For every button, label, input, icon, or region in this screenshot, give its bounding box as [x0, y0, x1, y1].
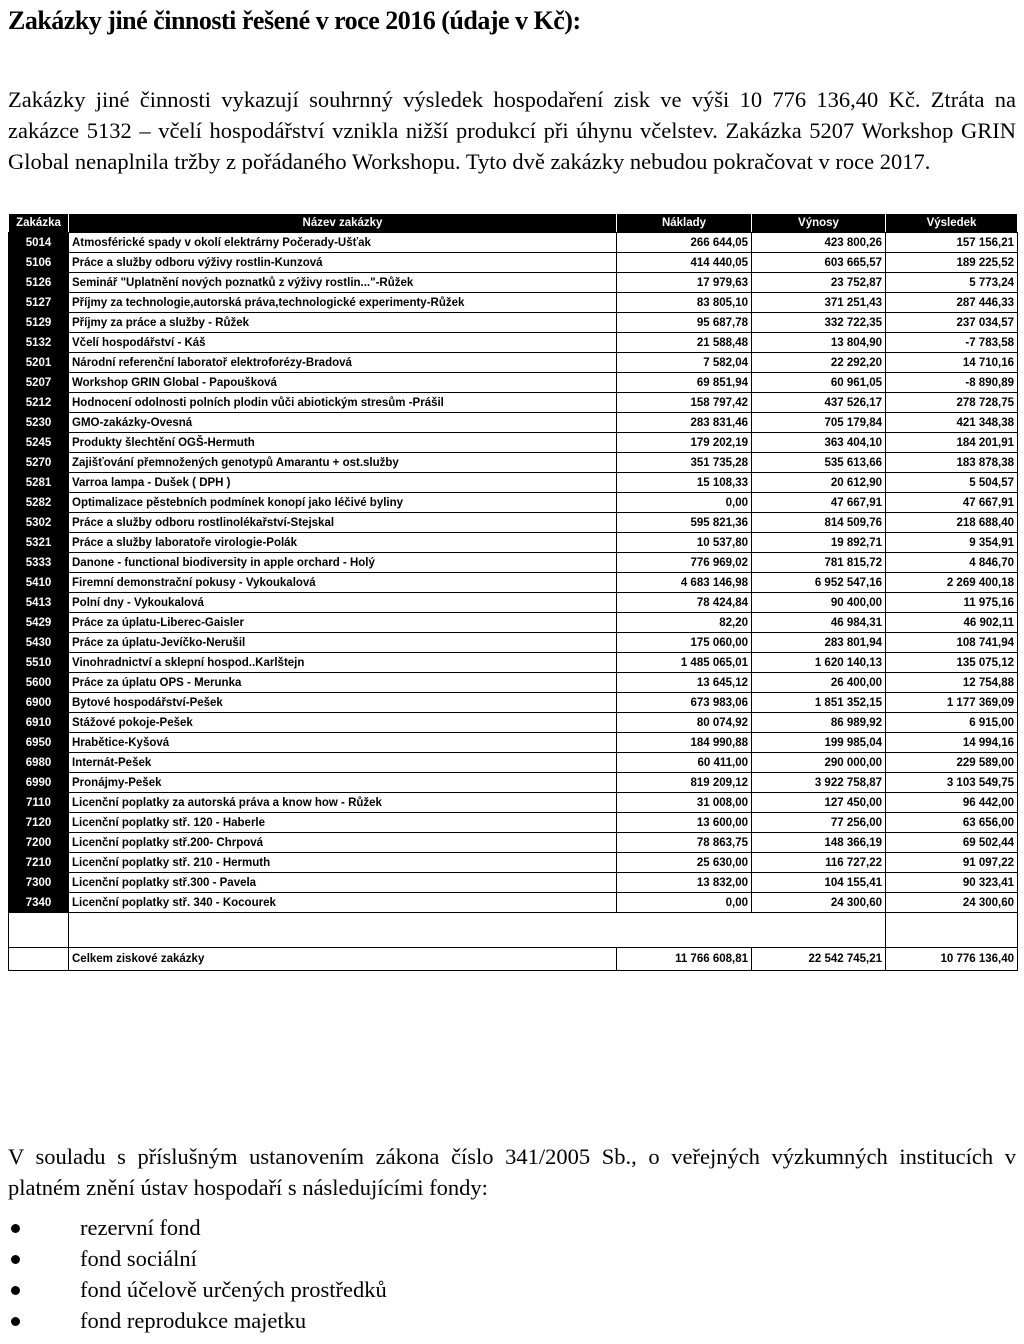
table-row — [9, 473, 1018, 493]
table-row — [9, 573, 1018, 593]
table-row — [9, 513, 1018, 533]
list-item — [8, 1305, 387, 1336]
table-row — [9, 493, 1018, 513]
revenues-cell: 86 989,92 — [752, 713, 886, 733]
list-item — [8, 1212, 387, 1243]
revenues-cell: 23 752,87 — [752, 273, 886, 293]
funds-list — [8, 1212, 387, 1336]
order-code-cell: 5201 — [9, 353, 69, 373]
result-cell: 63 656,00 — [886, 813, 1018, 833]
order-code-cell: 5129 — [9, 313, 69, 333]
result-cell: 46 902,11 — [886, 613, 1018, 633]
order-name-cell: Práce za úplatu-Jevíčko-Nerušil — [69, 633, 617, 653]
order-code-cell: 5302 — [9, 513, 69, 533]
order-name-cell: Bytové hospodářství-Pešek — [69, 693, 617, 713]
costs-cell: 10 537,80 — [617, 533, 752, 553]
order-code-cell: 5127 — [9, 293, 69, 313]
result-cell: 11 975,16 — [886, 593, 1018, 613]
table-row — [9, 873, 1018, 893]
revenues-cell: 199 985,04 — [752, 733, 886, 753]
order-name-cell: Národní referenční laboratoř elektroforézy-Bradová — [69, 353, 617, 373]
order-name-cell: Varroa lampa - Dušek ( DPH ) — [69, 473, 617, 493]
order-code-cell: 7110 — [9, 793, 69, 813]
order-code-cell: 6910 — [9, 713, 69, 733]
total-result-cell: 10 776 136,40 — [886, 948, 1018, 971]
revenues-cell: 332 722,35 — [752, 313, 886, 333]
table-row — [9, 273, 1018, 293]
costs-cell: 21 588,48 — [617, 333, 752, 353]
revenues-cell: 535 613,66 — [752, 453, 886, 473]
costs-cell: 776 969,02 — [617, 553, 752, 573]
table-row — [9, 313, 1018, 333]
result-cell: 189 225,52 — [886, 253, 1018, 273]
table-header-row — [9, 214, 1018, 233]
costs-cell: 1 485 065,01 — [617, 653, 752, 673]
order-name-cell: Seminář "Uplatnění nových poznatků z výživy rostlin..."-Růžek — [69, 273, 617, 293]
revenues-cell: 283 801,94 — [752, 633, 886, 653]
order-code-cell: 5282 — [9, 493, 69, 513]
order-name-cell: Příjmy za práce a služby - Růžek — [69, 313, 617, 333]
result-cell: 5 773,24 — [886, 273, 1018, 293]
fund-label: rezervní fond — [80, 1215, 201, 1240]
revenues-cell: 13 804,90 — [752, 333, 886, 353]
fund-label: fond reprodukce majetku — [80, 1308, 307, 1333]
total-code-cell — [9, 948, 69, 971]
orders-table — [8, 213, 1018, 971]
order-code-cell: 6950 — [9, 733, 69, 753]
revenues-cell: 148 366,19 — [752, 833, 886, 853]
order-code-cell: 5132 — [9, 333, 69, 353]
result-cell: 237 034,57 — [886, 313, 1018, 333]
order-code-cell: 6980 — [9, 753, 69, 773]
costs-cell: 819 209,12 — [617, 773, 752, 793]
result-cell: 12 754,88 — [886, 673, 1018, 693]
order-code-cell: 5014 — [9, 233, 69, 253]
result-cell: 47 667,91 — [886, 493, 1018, 513]
table-row — [9, 333, 1018, 353]
costs-cell: 13 600,00 — [617, 813, 752, 833]
intro-paragraph: Zakázky jiné činnosti vykazují souhrnný výsledek hospodaření zisk ve výši 10 776 136,40 Kč. Ztráta na zakázce 5132 – včelí hospodářství vznikla nižší produkcí při úhynu včelstev. Zakázka 5207 Workshop GRIN Global nenaplnila tržby z pořádaného Workshopu. Tyto dvě zakázky nebudou pokračovat v roce 2017. — [8, 87, 1016, 174]
order-code-cell: 6900 — [9, 693, 69, 713]
revenues-cell: 363 404,10 — [752, 433, 886, 453]
order-code-cell: 5429 — [9, 613, 69, 633]
table-row — [9, 653, 1018, 673]
page-heading: Zakázky jiné činnosti řešené v roce 2016 (údaje v Kč): — [8, 6, 581, 35]
table-row — [9, 293, 1018, 313]
table-row — [9, 353, 1018, 373]
costs-cell: 13 645,12 — [617, 673, 752, 693]
order-code-cell: 5126 — [9, 273, 69, 293]
costs-cell: 82,20 — [617, 613, 752, 633]
costs-cell: 175 060,00 — [617, 633, 752, 653]
table-row — [9, 773, 1018, 793]
result-cell: 6 915,00 — [886, 713, 1018, 733]
costs-cell: 158 797,42 — [617, 393, 752, 413]
costs-cell: 351 735,28 — [617, 453, 752, 473]
revenues-cell: 290 000,00 — [752, 753, 886, 773]
result-cell: 229 589,00 — [886, 753, 1018, 773]
order-code-cell: 5106 — [9, 253, 69, 273]
total-revenues-cell: 22 542 745,21 — [752, 948, 886, 971]
spacer-cell — [69, 913, 617, 948]
table-row — [9, 533, 1018, 553]
costs-cell: 283 831,46 — [617, 413, 752, 433]
table-row — [9, 673, 1018, 693]
order-name-cell: Hrabětice-Kyšová — [69, 733, 617, 753]
order-name-cell: Příjmy za technologie,autorská práva,technologické experimenty-Růžek — [69, 293, 617, 313]
revenues-cell: 77 256,00 — [752, 813, 886, 833]
result-cell: 96 442,00 — [886, 793, 1018, 813]
order-code-cell: 5321 — [9, 533, 69, 553]
costs-cell: 31 008,00 — [617, 793, 752, 813]
revenues-cell: 1 620 140,13 — [752, 653, 886, 673]
costs-cell: 595 821,36 — [617, 513, 752, 533]
costs-cell: 78 863,75 — [617, 833, 752, 853]
revenues-cell: 781 815,72 — [752, 553, 886, 573]
order-name-cell: Optimalizace pěstebních podmínek konopí jako léčivé byliny — [69, 493, 617, 513]
revenues-cell: 603 665,57 — [752, 253, 886, 273]
costs-cell: 80 074,92 — [617, 713, 752, 733]
result-cell: 24 300,60 — [886, 893, 1018, 913]
result-cell: 9 354,91 — [886, 533, 1018, 553]
table-row — [9, 433, 1018, 453]
revenues-cell: 19 892,71 — [752, 533, 886, 553]
header-result: Výsledek — [886, 214, 1018, 233]
order-code-cell: 5413 — [9, 593, 69, 613]
order-code-cell: 5270 — [9, 453, 69, 473]
result-cell: 4 846,70 — [886, 553, 1018, 573]
order-name-cell: Pronájmy-Pešek — [69, 773, 617, 793]
order-code-cell: 5410 — [9, 573, 69, 593]
header-costs: Náklady — [617, 214, 752, 233]
bullet-icon — [11, 1317, 20, 1326]
table-spacer-row — [9, 913, 1018, 948]
table-row — [9, 853, 1018, 873]
costs-cell: 78 424,84 — [617, 593, 752, 613]
table-row — [9, 793, 1018, 813]
costs-cell: 13 832,00 — [617, 873, 752, 893]
fund-label: fond sociální — [80, 1246, 197, 1271]
order-code-cell: 5430 — [9, 633, 69, 653]
revenues-cell: 60 961,05 — [752, 373, 886, 393]
order-name-cell: Licenční poplatky stř.300 - Pavela — [69, 873, 617, 893]
table-row — [9, 813, 1018, 833]
order-code-cell: 7120 — [9, 813, 69, 833]
order-name-cell: Zajišťování přemnožených genotypů Amarantu + ost.služby — [69, 453, 617, 473]
table-row — [9, 393, 1018, 413]
header-revenues: Výnosy — [752, 214, 886, 233]
table-row — [9, 713, 1018, 733]
result-cell: 14 710,16 — [886, 353, 1018, 373]
revenues-cell: 116 727,22 — [752, 853, 886, 873]
spacer-cell — [886, 913, 1018, 948]
revenues-cell: 423 800,26 — [752, 233, 886, 253]
table-row — [9, 893, 1018, 913]
revenues-cell: 46 984,31 — [752, 613, 886, 633]
revenues-cell: 6 952 547,16 — [752, 573, 886, 593]
order-name-cell: Hodnocení odolnosti polních plodin vůči abiotickým stresům -Prášil — [69, 393, 617, 413]
order-name-cell: Polní dny - Vykoukalová — [69, 593, 617, 613]
result-cell: 157 156,21 — [886, 233, 1018, 253]
order-name-cell: Licenční poplatky stř. 210 - Hermuth — [69, 853, 617, 873]
result-cell: 14 994,16 — [886, 733, 1018, 753]
closing-paragraph: V souladu s příslušným ustanovením zákona číslo 341/2005 Sb., o veřejných výzkumných institucích v platném znění ústav hospodaří s následujícími fondy: — [8, 1144, 1016, 1200]
order-name-cell: GMO-zakázky-Ovesná — [69, 413, 617, 433]
list-item — [8, 1243, 387, 1274]
result-cell: 3 103 549,75 — [886, 773, 1018, 793]
costs-cell: 95 687,78 — [617, 313, 752, 333]
order-code-cell: 5245 — [9, 433, 69, 453]
order-code-cell: 5333 — [9, 553, 69, 573]
costs-cell: 179 202,19 — [617, 433, 752, 453]
revenues-cell: 127 450,00 — [752, 793, 886, 813]
table-row — [9, 753, 1018, 773]
table-row — [9, 593, 1018, 613]
result-cell: 90 323,41 — [886, 873, 1018, 893]
list-item — [8, 1274, 387, 1305]
revenues-cell: 20 612,90 — [752, 473, 886, 493]
order-name-cell: Včelí hospodářství - Káš — [69, 333, 617, 353]
revenues-cell: 47 667,91 — [752, 493, 886, 513]
table-row — [9, 633, 1018, 653]
revenues-cell: 24 300,60 — [752, 893, 886, 913]
revenues-cell: 22 292,20 — [752, 353, 886, 373]
table-row — [9, 693, 1018, 713]
result-cell: 91 097,22 — [886, 853, 1018, 873]
costs-cell: 17 979,63 — [617, 273, 752, 293]
result-cell: 5 504,57 — [886, 473, 1018, 493]
revenues-cell: 437 526,17 — [752, 393, 886, 413]
result-cell: 184 201,91 — [886, 433, 1018, 453]
order-name-cell: Vinohradnictví a sklepní hospod..Karlštejn — [69, 653, 617, 673]
revenues-cell: 3 922 758,87 — [752, 773, 886, 793]
order-code-cell: 5510 — [9, 653, 69, 673]
costs-cell: 4 683 146,98 — [617, 573, 752, 593]
order-name-cell: Workshop GRIN Global - Papoušková — [69, 373, 617, 393]
costs-cell: 7 582,04 — [617, 353, 752, 373]
costs-cell: 184 990,88 — [617, 733, 752, 753]
result-cell: 218 688,40 — [886, 513, 1018, 533]
order-name-cell: Práce za úplatu-Liberec-Gaisler — [69, 613, 617, 633]
costs-cell: 0,00 — [617, 893, 752, 913]
order-name-cell: Licenční poplatky stř. 340 - Kocourek — [69, 893, 617, 913]
result-cell: 135 075,12 — [886, 653, 1018, 673]
order-code-cell: 7300 — [9, 873, 69, 893]
revenues-cell: 371 251,43 — [752, 293, 886, 313]
table-row — [9, 253, 1018, 273]
result-cell: 1 177 369,09 — [886, 693, 1018, 713]
revenues-cell: 814 509,76 — [752, 513, 886, 533]
result-cell: 421 348,38 — [886, 413, 1018, 433]
order-code-cell: 7340 — [9, 893, 69, 913]
revenues-cell: 1 851 352,15 — [752, 693, 886, 713]
spacer-cell — [752, 913, 886, 948]
total-costs-cell: 11 766 608,81 — [617, 948, 752, 971]
table-row — [9, 613, 1018, 633]
order-name-cell: Danone - functional biodiversity in apple orchard - Holý — [69, 553, 617, 573]
bullet-icon — [11, 1224, 20, 1233]
result-cell: -7 783,58 — [886, 333, 1018, 353]
result-cell: 183 878,38 — [886, 453, 1018, 473]
order-name-cell: Licenční poplatky stř.200- Chrpová — [69, 833, 617, 853]
order-name-cell: Práce a služby odboru rostlinolékařství-Stejskal — [69, 513, 617, 533]
costs-cell: 414 440,05 — [617, 253, 752, 273]
costs-cell: 266 644,05 — [617, 233, 752, 253]
result-cell: 69 502,44 — [886, 833, 1018, 853]
revenues-cell: 26 400,00 — [752, 673, 886, 693]
costs-cell: 25 630,00 — [617, 853, 752, 873]
spacer-cell — [617, 913, 752, 948]
table-row — [9, 413, 1018, 433]
table-row — [9, 733, 1018, 753]
header-order-code: Zakázka — [9, 214, 69, 233]
order-name-cell: Produkty šlechtění OGŠ-Hermuth — [69, 433, 617, 453]
order-code-cell: 7200 — [9, 833, 69, 853]
order-code-cell: 5212 — [9, 393, 69, 413]
table-row — [9, 553, 1018, 573]
order-code-cell: 5230 — [9, 413, 69, 433]
costs-cell: 83 805,10 — [617, 293, 752, 313]
order-name-cell: Licenční poplatky stř. 120 - Haberle — [69, 813, 617, 833]
revenues-cell: 104 155,41 — [752, 873, 886, 893]
fund-label: fond účelově určených prostředků — [80, 1277, 387, 1302]
order-name-cell: Práce a služby laboratoře virologie-Polák — [69, 533, 617, 553]
order-name-cell: Stážové pokoje-Pešek — [69, 713, 617, 733]
order-code-cell: 5600 — [9, 673, 69, 693]
order-name-cell: Atmosférické spady v okolí elektrárny Počerady-Ušťak — [69, 233, 617, 253]
revenues-cell: 705 179,84 — [752, 413, 886, 433]
order-name-cell: Práce a služby odboru výživy rostlin-Kunzová — [69, 253, 617, 273]
header-order-name: Název zakázky — [69, 214, 617, 233]
bullet-icon — [11, 1286, 20, 1295]
order-name-cell: Internát-Pešek — [69, 753, 617, 773]
order-code-cell: 5207 — [9, 373, 69, 393]
result-cell: 278 728,75 — [886, 393, 1018, 413]
costs-cell: 60 411,00 — [617, 753, 752, 773]
order-name-cell: Práce za úplatu OPS - Merunka — [69, 673, 617, 693]
result-cell: 287 446,33 — [886, 293, 1018, 313]
order-code-cell: 6990 — [9, 773, 69, 793]
table-row — [9, 453, 1018, 473]
table-total-row — [9, 948, 1018, 971]
order-code-cell: 7210 — [9, 853, 69, 873]
order-code-cell: 5281 — [9, 473, 69, 493]
costs-cell: 69 851,94 — [617, 373, 752, 393]
costs-cell: 0,00 — [617, 493, 752, 513]
costs-cell: 15 108,33 — [617, 473, 752, 493]
table-body — [9, 233, 1018, 971]
order-name-cell: Firemní demonstrační pokusy - Vykoukalová — [69, 573, 617, 593]
table-row — [9, 373, 1018, 393]
total-label-cell: Celkem ziskové zakázky — [69, 948, 617, 971]
table-row — [9, 233, 1018, 253]
order-name-cell: Licenční poplatky za autorská práva a know how - Růžek — [69, 793, 617, 813]
table-row — [9, 833, 1018, 853]
bullet-icon — [11, 1255, 20, 1264]
spacer-cell — [9, 913, 69, 948]
result-cell: 2 269 400,18 — [886, 573, 1018, 593]
result-cell: -8 890,89 — [886, 373, 1018, 393]
revenues-cell: 90 400,00 — [752, 593, 886, 613]
costs-cell: 673 983,06 — [617, 693, 752, 713]
result-cell: 108 741,94 — [886, 633, 1018, 653]
